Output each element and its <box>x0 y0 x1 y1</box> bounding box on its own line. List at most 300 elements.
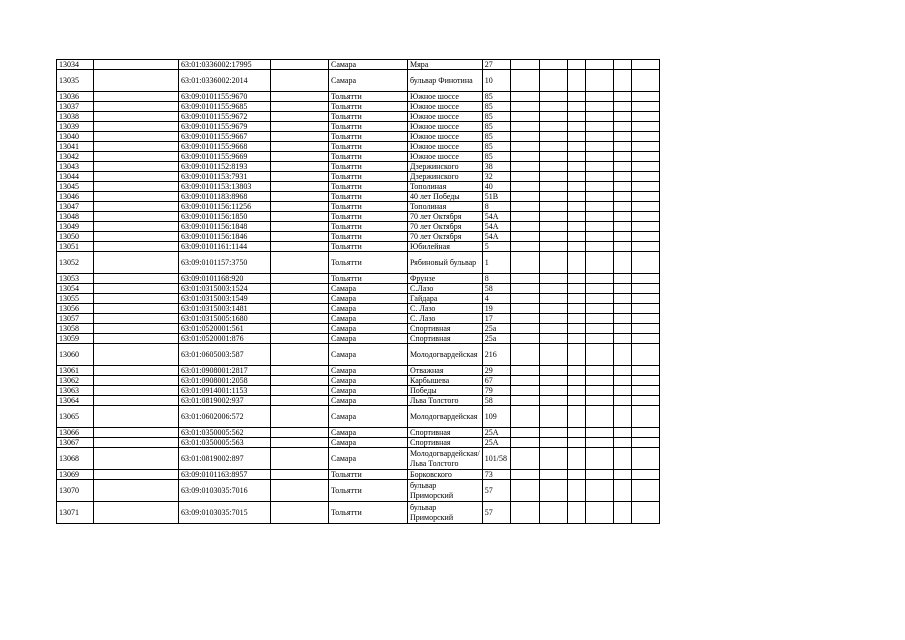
table-row <box>57 480 660 502</box>
empty-cell <box>271 334 329 344</box>
empty-cell <box>585 182 613 192</box>
row-number: 13055 <box>57 294 94 304</box>
house-number: 54А <box>482 222 510 232</box>
city-name: Самара <box>329 304 408 314</box>
house-number: 85 <box>482 152 510 162</box>
empty-cell <box>567 102 585 112</box>
empty-cell <box>567 396 585 406</box>
table-row <box>57 334 660 344</box>
empty-cell <box>567 366 585 376</box>
empty-cell <box>510 274 539 284</box>
table-row <box>57 386 660 396</box>
table-row <box>57 132 660 142</box>
empty-cell <box>585 252 613 274</box>
empty-cell <box>271 122 329 132</box>
empty-cell <box>510 406 539 428</box>
city-name: Тольятти <box>329 172 408 182</box>
street-name: Борковского <box>408 470 483 480</box>
empty-cell <box>271 162 329 172</box>
house-number: 57 <box>482 502 510 524</box>
empty-cell <box>94 376 179 386</box>
empty-cell <box>510 112 539 122</box>
row-number: 13061 <box>57 366 94 376</box>
empty-cell <box>585 448 613 470</box>
empty-cell <box>271 142 329 152</box>
empty-cell <box>510 396 539 406</box>
empty-cell <box>631 252 659 274</box>
empty-cell <box>585 396 613 406</box>
city-name: Самара <box>329 284 408 294</box>
table-row <box>57 102 660 112</box>
empty-cell <box>613 252 631 274</box>
empty-cell <box>510 242 539 252</box>
empty-cell <box>613 222 631 232</box>
city-name: Тольятти <box>329 252 408 274</box>
cadastral-number: 63:01:0908001:2817 <box>179 366 271 376</box>
row-number: 13035 <box>57 70 94 92</box>
empty-cell <box>271 344 329 366</box>
empty-cell <box>585 304 613 314</box>
empty-cell <box>631 334 659 344</box>
empty-cell <box>585 212 613 222</box>
empty-cell <box>271 294 329 304</box>
house-number: 101/58 <box>482 448 510 470</box>
empty-cell <box>510 386 539 396</box>
empty-cell <box>271 222 329 232</box>
row-number: 13037 <box>57 102 94 112</box>
empty-cell <box>567 314 585 324</box>
house-number: 38 <box>482 162 510 172</box>
empty-cell <box>585 142 613 152</box>
house-number: 73 <box>482 470 510 480</box>
empty-cell <box>567 112 585 122</box>
empty-cell <box>585 428 613 438</box>
row-number: 13044 <box>57 172 94 182</box>
table-row <box>57 274 660 284</box>
empty-cell <box>631 386 659 396</box>
empty-cell <box>567 182 585 192</box>
empty-cell <box>567 334 585 344</box>
street-name: бульвар Финотина <box>408 70 483 92</box>
table-row <box>57 304 660 314</box>
table-row <box>57 142 660 152</box>
empty-cell <box>631 304 659 314</box>
empty-cell <box>585 92 613 102</box>
street-name: Южное шоссе <box>408 142 483 152</box>
cadastral-number: 63:01:0914001:1153 <box>179 386 271 396</box>
empty-cell <box>585 70 613 92</box>
cadastral-number: 63:09:0101155:9668 <box>179 142 271 152</box>
row-number: 13054 <box>57 284 94 294</box>
row-number: 13041 <box>57 142 94 152</box>
table-row <box>57 376 660 386</box>
empty-cell <box>271 172 329 182</box>
city-name: Тольятти <box>329 112 408 122</box>
empty-cell <box>510 60 539 70</box>
empty-cell <box>631 60 659 70</box>
empty-cell <box>567 304 585 314</box>
empty-cell <box>539 232 567 242</box>
empty-cell <box>510 448 539 470</box>
street-name: Рябиновый бульвар <box>408 252 483 274</box>
empty-cell <box>613 162 631 172</box>
street-name: Спортивная <box>408 334 483 344</box>
empty-cell <box>94 172 179 182</box>
city-name: Самара <box>329 314 408 324</box>
table-row <box>57 232 660 242</box>
empty-cell <box>539 70 567 92</box>
row-number: 13046 <box>57 192 94 202</box>
city-name: Самара <box>329 428 408 438</box>
empty-cell <box>567 172 585 182</box>
table-row <box>57 192 660 202</box>
empty-cell <box>539 376 567 386</box>
empty-cell <box>613 470 631 480</box>
row-number: 13038 <box>57 112 94 122</box>
row-number: 13042 <box>57 152 94 162</box>
empty-cell <box>631 112 659 122</box>
empty-cell <box>613 396 631 406</box>
row-number: 13071 <box>57 502 94 524</box>
empty-cell <box>271 232 329 242</box>
empty-cell <box>613 182 631 192</box>
empty-cell <box>539 102 567 112</box>
empty-cell <box>271 438 329 448</box>
street-name: бульвар Приморский <box>408 502 483 524</box>
empty-cell <box>94 480 179 502</box>
empty-cell <box>567 162 585 172</box>
empty-cell <box>94 192 179 202</box>
row-number: 13066 <box>57 428 94 438</box>
cadastral-number: 63:09:0101152:8193 <box>179 162 271 172</box>
empty-cell <box>613 480 631 502</box>
empty-cell <box>567 252 585 274</box>
empty-cell <box>567 232 585 242</box>
city-name: Самара <box>329 448 408 470</box>
empty-cell <box>271 152 329 162</box>
street-name: С. Лазо <box>408 314 483 324</box>
house-number: 5 <box>482 242 510 252</box>
empty-cell <box>94 406 179 428</box>
empty-cell <box>631 502 659 524</box>
empty-cell <box>94 396 179 406</box>
table-row <box>57 202 660 212</box>
empty-cell <box>631 70 659 92</box>
empty-cell <box>271 242 329 252</box>
street-name: С. Лазо <box>408 304 483 314</box>
empty-cell <box>94 122 179 132</box>
table-row <box>57 448 660 470</box>
empty-cell <box>631 192 659 202</box>
empty-cell <box>510 202 539 212</box>
empty-cell <box>585 132 613 142</box>
table-row <box>57 60 660 70</box>
empty-cell <box>585 242 613 252</box>
empty-cell <box>567 202 585 212</box>
empty-cell <box>613 242 631 252</box>
empty-cell <box>539 480 567 502</box>
house-number: 58 <box>482 284 510 294</box>
city-name: Самара <box>329 386 408 396</box>
empty-cell <box>631 142 659 152</box>
empty-cell <box>510 284 539 294</box>
empty-cell <box>510 324 539 334</box>
city-name: Самара <box>329 396 408 406</box>
empty-cell <box>613 314 631 324</box>
cadastral-number: 63:01:0819002:897 <box>179 448 271 470</box>
empty-cell <box>631 480 659 502</box>
empty-cell <box>613 232 631 242</box>
cadastral-number: 63:09:0101163:8957 <box>179 470 271 480</box>
cadastral-number: 63:09:0101155:9685 <box>179 102 271 112</box>
empty-cell <box>567 294 585 304</box>
street-name: Льва Толстого <box>408 396 483 406</box>
empty-cell <box>510 376 539 386</box>
empty-cell <box>271 202 329 212</box>
empty-cell <box>631 102 659 112</box>
empty-cell <box>585 284 613 294</box>
empty-cell <box>271 102 329 112</box>
empty-cell <box>613 122 631 132</box>
empty-cell <box>585 438 613 448</box>
empty-cell <box>631 344 659 366</box>
empty-cell <box>94 428 179 438</box>
row-number: 13052 <box>57 252 94 274</box>
row-number: 13043 <box>57 162 94 172</box>
empty-cell <box>539 252 567 274</box>
empty-cell <box>613 344 631 366</box>
house-number: 25А <box>482 428 510 438</box>
empty-cell <box>539 470 567 480</box>
registry-table <box>56 59 660 524</box>
empty-cell <box>631 172 659 182</box>
house-number: 109 <box>482 406 510 428</box>
empty-cell <box>631 314 659 324</box>
empty-cell <box>567 438 585 448</box>
street-name: Южное шоссе <box>408 122 483 132</box>
empty-cell <box>631 376 659 386</box>
empty-cell <box>539 304 567 314</box>
empty-cell <box>539 132 567 142</box>
city-name: Тольятти <box>329 122 408 132</box>
street-name: Спортивная <box>408 324 483 334</box>
empty-cell <box>539 448 567 470</box>
house-number: 25а <box>482 334 510 344</box>
street-name: Спортивная <box>408 438 483 448</box>
empty-cell <box>271 284 329 294</box>
row-number: 13053 <box>57 274 94 284</box>
empty-cell <box>567 70 585 92</box>
cadastral-number: 63:09:0101156:1846 <box>179 232 271 242</box>
empty-cell <box>94 448 179 470</box>
empty-cell <box>539 502 567 524</box>
house-number: 17 <box>482 314 510 324</box>
cadastral-number: 63:01:0350005:563 <box>179 438 271 448</box>
row-number: 13051 <box>57 242 94 252</box>
empty-cell <box>271 182 329 192</box>
table-row <box>57 122 660 132</box>
empty-cell <box>585 470 613 480</box>
row-number: 13057 <box>57 314 94 324</box>
cadastral-number: 63:01:0908001:2058 <box>179 376 271 386</box>
empty-cell <box>510 232 539 242</box>
cadastral-number: 63:09:0101156:1848 <box>179 222 271 232</box>
empty-cell <box>631 324 659 334</box>
empty-cell <box>613 142 631 152</box>
empty-cell <box>631 438 659 448</box>
empty-cell <box>613 192 631 202</box>
empty-cell <box>567 142 585 152</box>
empty-cell <box>510 122 539 132</box>
empty-cell <box>613 132 631 142</box>
cadastral-number: 63:09:0101155:9670 <box>179 92 271 102</box>
row-number: 13049 <box>57 222 94 232</box>
empty-cell <box>567 406 585 428</box>
empty-cell <box>271 502 329 524</box>
empty-cell <box>510 102 539 112</box>
table-row <box>57 222 660 232</box>
cadastral-number: 63:01:0336002:2014 <box>179 70 271 92</box>
empty-cell <box>567 274 585 284</box>
cadastral-number: 63:09:0101156:11256 <box>179 202 271 212</box>
empty-cell <box>567 122 585 132</box>
city-name: Тольятти <box>329 92 408 102</box>
street-name: Южное шоссе <box>408 92 483 102</box>
city-name: Тольятти <box>329 470 408 480</box>
cadastral-number: 63:09:0101155:9667 <box>179 132 271 142</box>
table-row <box>57 366 660 376</box>
cadastral-number: 63:09:0101153:7931 <box>179 172 271 182</box>
empty-cell <box>539 192 567 202</box>
city-name: Тольятти <box>329 202 408 212</box>
street-name: Дзержинского <box>408 172 483 182</box>
empty-cell <box>585 480 613 502</box>
house-number: 25А <box>482 438 510 448</box>
empty-cell <box>94 294 179 304</box>
table-row <box>57 502 660 524</box>
city-name: Тольятти <box>329 152 408 162</box>
city-name: Самара <box>329 376 408 386</box>
empty-cell <box>585 192 613 202</box>
empty-cell <box>631 242 659 252</box>
city-name: Тольятти <box>329 102 408 112</box>
empty-cell <box>539 428 567 438</box>
empty-cell <box>567 480 585 502</box>
empty-cell <box>567 470 585 480</box>
empty-cell <box>271 304 329 314</box>
empty-cell <box>271 112 329 122</box>
empty-cell <box>585 502 613 524</box>
empty-cell <box>94 366 179 376</box>
empty-cell <box>271 376 329 386</box>
empty-cell <box>271 274 329 284</box>
table-row <box>57 152 660 162</box>
empty-cell <box>585 344 613 366</box>
empty-cell <box>613 152 631 162</box>
empty-cell <box>539 324 567 334</box>
cadastral-number: 63:09:0101183:8968 <box>179 192 271 202</box>
table-row <box>57 92 660 102</box>
empty-cell <box>271 314 329 324</box>
street-name: Южное шоссе <box>408 102 483 112</box>
registry-rows <box>57 60 660 524</box>
empty-cell <box>271 92 329 102</box>
street-name: бульвар Приморский <box>408 480 483 502</box>
city-name: Самара <box>329 70 408 92</box>
empty-cell <box>539 284 567 294</box>
cadastral-number: 63:01:0315003:1524 <box>179 284 271 294</box>
city-name: Самара <box>329 406 408 428</box>
empty-cell <box>539 396 567 406</box>
empty-cell <box>271 366 329 376</box>
empty-cell <box>94 70 179 92</box>
row-number: 13050 <box>57 232 94 242</box>
empty-cell <box>94 102 179 112</box>
empty-cell <box>613 92 631 102</box>
empty-cell <box>631 152 659 162</box>
empty-cell <box>94 470 179 480</box>
empty-cell <box>585 376 613 386</box>
empty-cell <box>613 304 631 314</box>
empty-cell <box>585 102 613 112</box>
table-row <box>57 324 660 334</box>
empty-cell <box>94 438 179 448</box>
empty-cell <box>631 274 659 284</box>
row-number: 13065 <box>57 406 94 428</box>
street-name: Тополиная <box>408 202 483 212</box>
city-name: Тольятти <box>329 132 408 142</box>
street-name: Южное шоссе <box>408 112 483 122</box>
table-row <box>57 406 660 428</box>
street-name: Спортивная <box>408 428 483 438</box>
empty-cell <box>539 122 567 132</box>
city-name: Самара <box>329 60 408 70</box>
table-row <box>57 438 660 448</box>
empty-cell <box>567 344 585 366</box>
empty-cell <box>271 396 329 406</box>
empty-cell <box>567 222 585 232</box>
empty-cell <box>567 60 585 70</box>
empty-cell <box>567 132 585 142</box>
house-number: 29 <box>482 366 510 376</box>
empty-cell <box>94 502 179 524</box>
house-number: 10 <box>482 70 510 92</box>
city-name: Тольятти <box>329 162 408 172</box>
empty-cell <box>585 334 613 344</box>
house-number: 85 <box>482 112 510 122</box>
city-name: Тольятти <box>329 274 408 284</box>
empty-cell <box>567 192 585 202</box>
row-number: 13048 <box>57 212 94 222</box>
row-number: 13047 <box>57 202 94 212</box>
row-number: 13063 <box>57 386 94 396</box>
cadastral-number: 63:01:0315005:1680 <box>179 314 271 324</box>
house-number: 216 <box>482 344 510 366</box>
empty-cell <box>613 324 631 334</box>
empty-cell <box>585 274 613 284</box>
street-name: Мяра <box>408 60 483 70</box>
row-number: 13058 <box>57 324 94 334</box>
empty-cell <box>613 60 631 70</box>
empty-cell <box>567 386 585 396</box>
empty-cell <box>585 406 613 428</box>
empty-cell <box>567 502 585 524</box>
empty-cell <box>631 294 659 304</box>
empty-cell <box>94 232 179 242</box>
empty-cell <box>271 70 329 92</box>
empty-cell <box>613 386 631 396</box>
house-number: 4 <box>482 294 510 304</box>
